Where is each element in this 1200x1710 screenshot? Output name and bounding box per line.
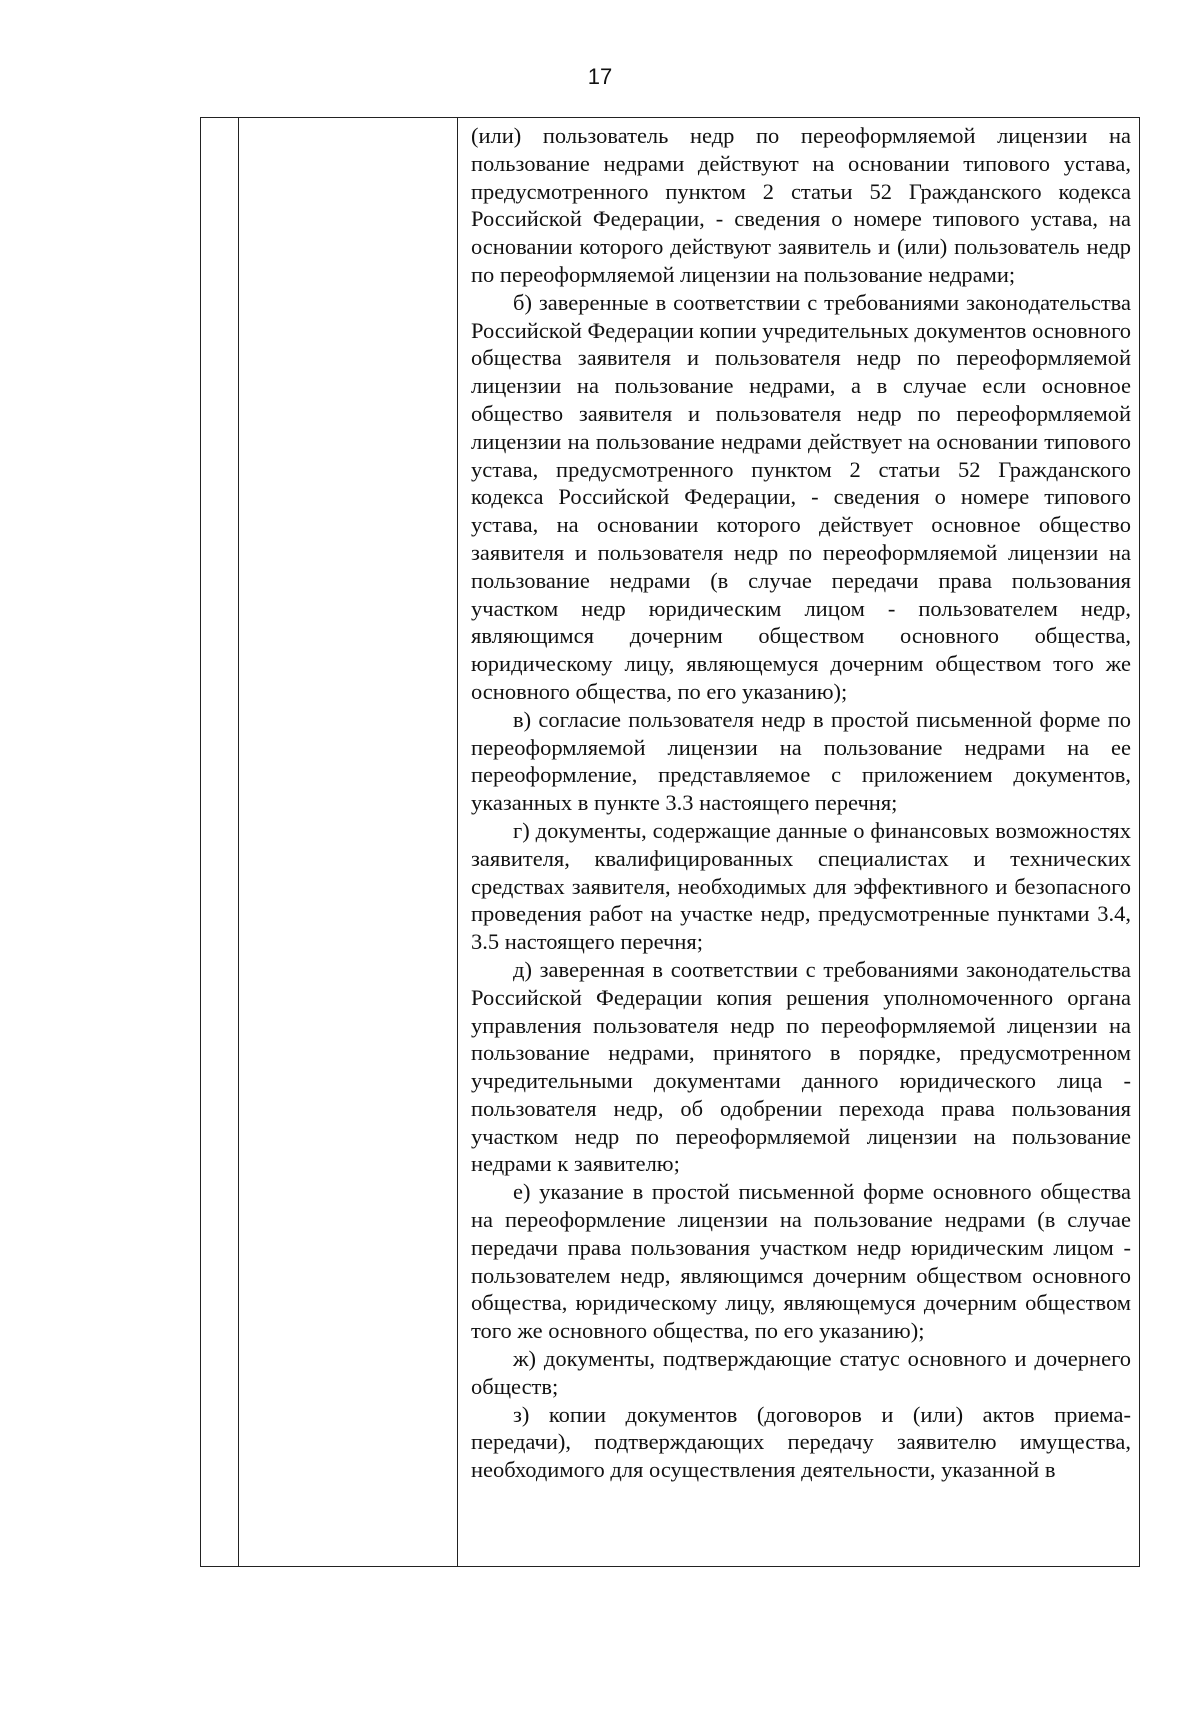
document-table bbox=[200, 117, 1140, 1567]
list-item-e: е) указание в простой письменной форме основного общества на переоформление лицензии на пользование недрами (в случае передачи права пользования участком недр юридическим лицом - пользователем недр, являющимся дочерним обществом основного общества, юридическому лицу, являющемуся дочерним обществом того же основного общества, по его указанию); bbox=[471, 1179, 1131, 1344]
list-item-d: д) заверенная в соответствии с требованиями законодательства Российской Федерации копия решения уполномоченного органа управления пользователя недр по переоформляемой лицензии на пользование недрами, принятого в порядке, предусмотренном учредительными документами данного юридического лица - пользователя недр, об одобрении перехода права пользования участком недр по переоформляемой лицензии на пользование недрами к заявителю; bbox=[471, 956, 1131, 1177]
list-item-v: в) согласие пользователя недр в простой письменной форме по переоформляемой лицензии на пользование недрами на ее переоформление, представляемое с приложением документов, указанных в пункте 3.3 настоящего перечня; bbox=[471, 706, 1131, 816]
list-item-g: г) документы, содержащие данные о финансовых возможностях заявителя, квалифицированных специалистах и технических средствах заявителя, необходимых для эффективного и безопасного проведения работ на участке недр, предусмотренные пунктами 3.4, 3.5 настоящего перечня; bbox=[471, 817, 1131, 955]
column-divider-1 bbox=[238, 118, 239, 1566]
list-item-zh: ж) документы, подтверждающие статус основного и дочернего обществ; bbox=[471, 1346, 1131, 1399]
table-cell-content bbox=[471, 122, 1131, 1484]
list-item-z: з) копии документов (договоров и (или) актов приема-передачи), подтверждающих передачу заявителю имущества, необходимого для осуществления деятельности, указанной в bbox=[471, 1401, 1131, 1483]
list-item-b: б) заверенные в соответствии с требованиями законодательства Российской Федерации копии учредительных документов основного общества заявителя и пользователя недр по переоформляемой лицензии на пользование недрами, а в случае если основное общество заявителя и пользователя недр по переоформляемой лицензии на пользование недрами действует на основании типового устава, предусмотренного пунктом 2 статьи 52 Гражданского кодекса Российской Федерации, - сведения о номере типового устава, на основании которого действует основное общество заявителя и пользователя недр по переоформляемой лицензии на пользование недрами (в случае передачи права пользования участком недр юридическим лицом - пользователем недр, являющимся дочерним обществом основного общества, юридическому лицу, являющемуся дочерним обществом того же основного общества, по его указанию); bbox=[471, 289, 1132, 704]
continuation-paragraph: (или) пользователь недр по переоформляемой лицензии на пользование недрами действуют на основании типового устава, предусмотренного пунктом 2 статьи 52 Гражданского кодекса Российской Федерации, - сведения о номере типового устава, на основании которого действуют заявитель и (или) пользователь недр по переоформляемой лицензии на пользование недрами; bbox=[471, 123, 1131, 287]
column-divider-2 bbox=[457, 118, 458, 1566]
page-number: 17 bbox=[587, 64, 613, 89]
